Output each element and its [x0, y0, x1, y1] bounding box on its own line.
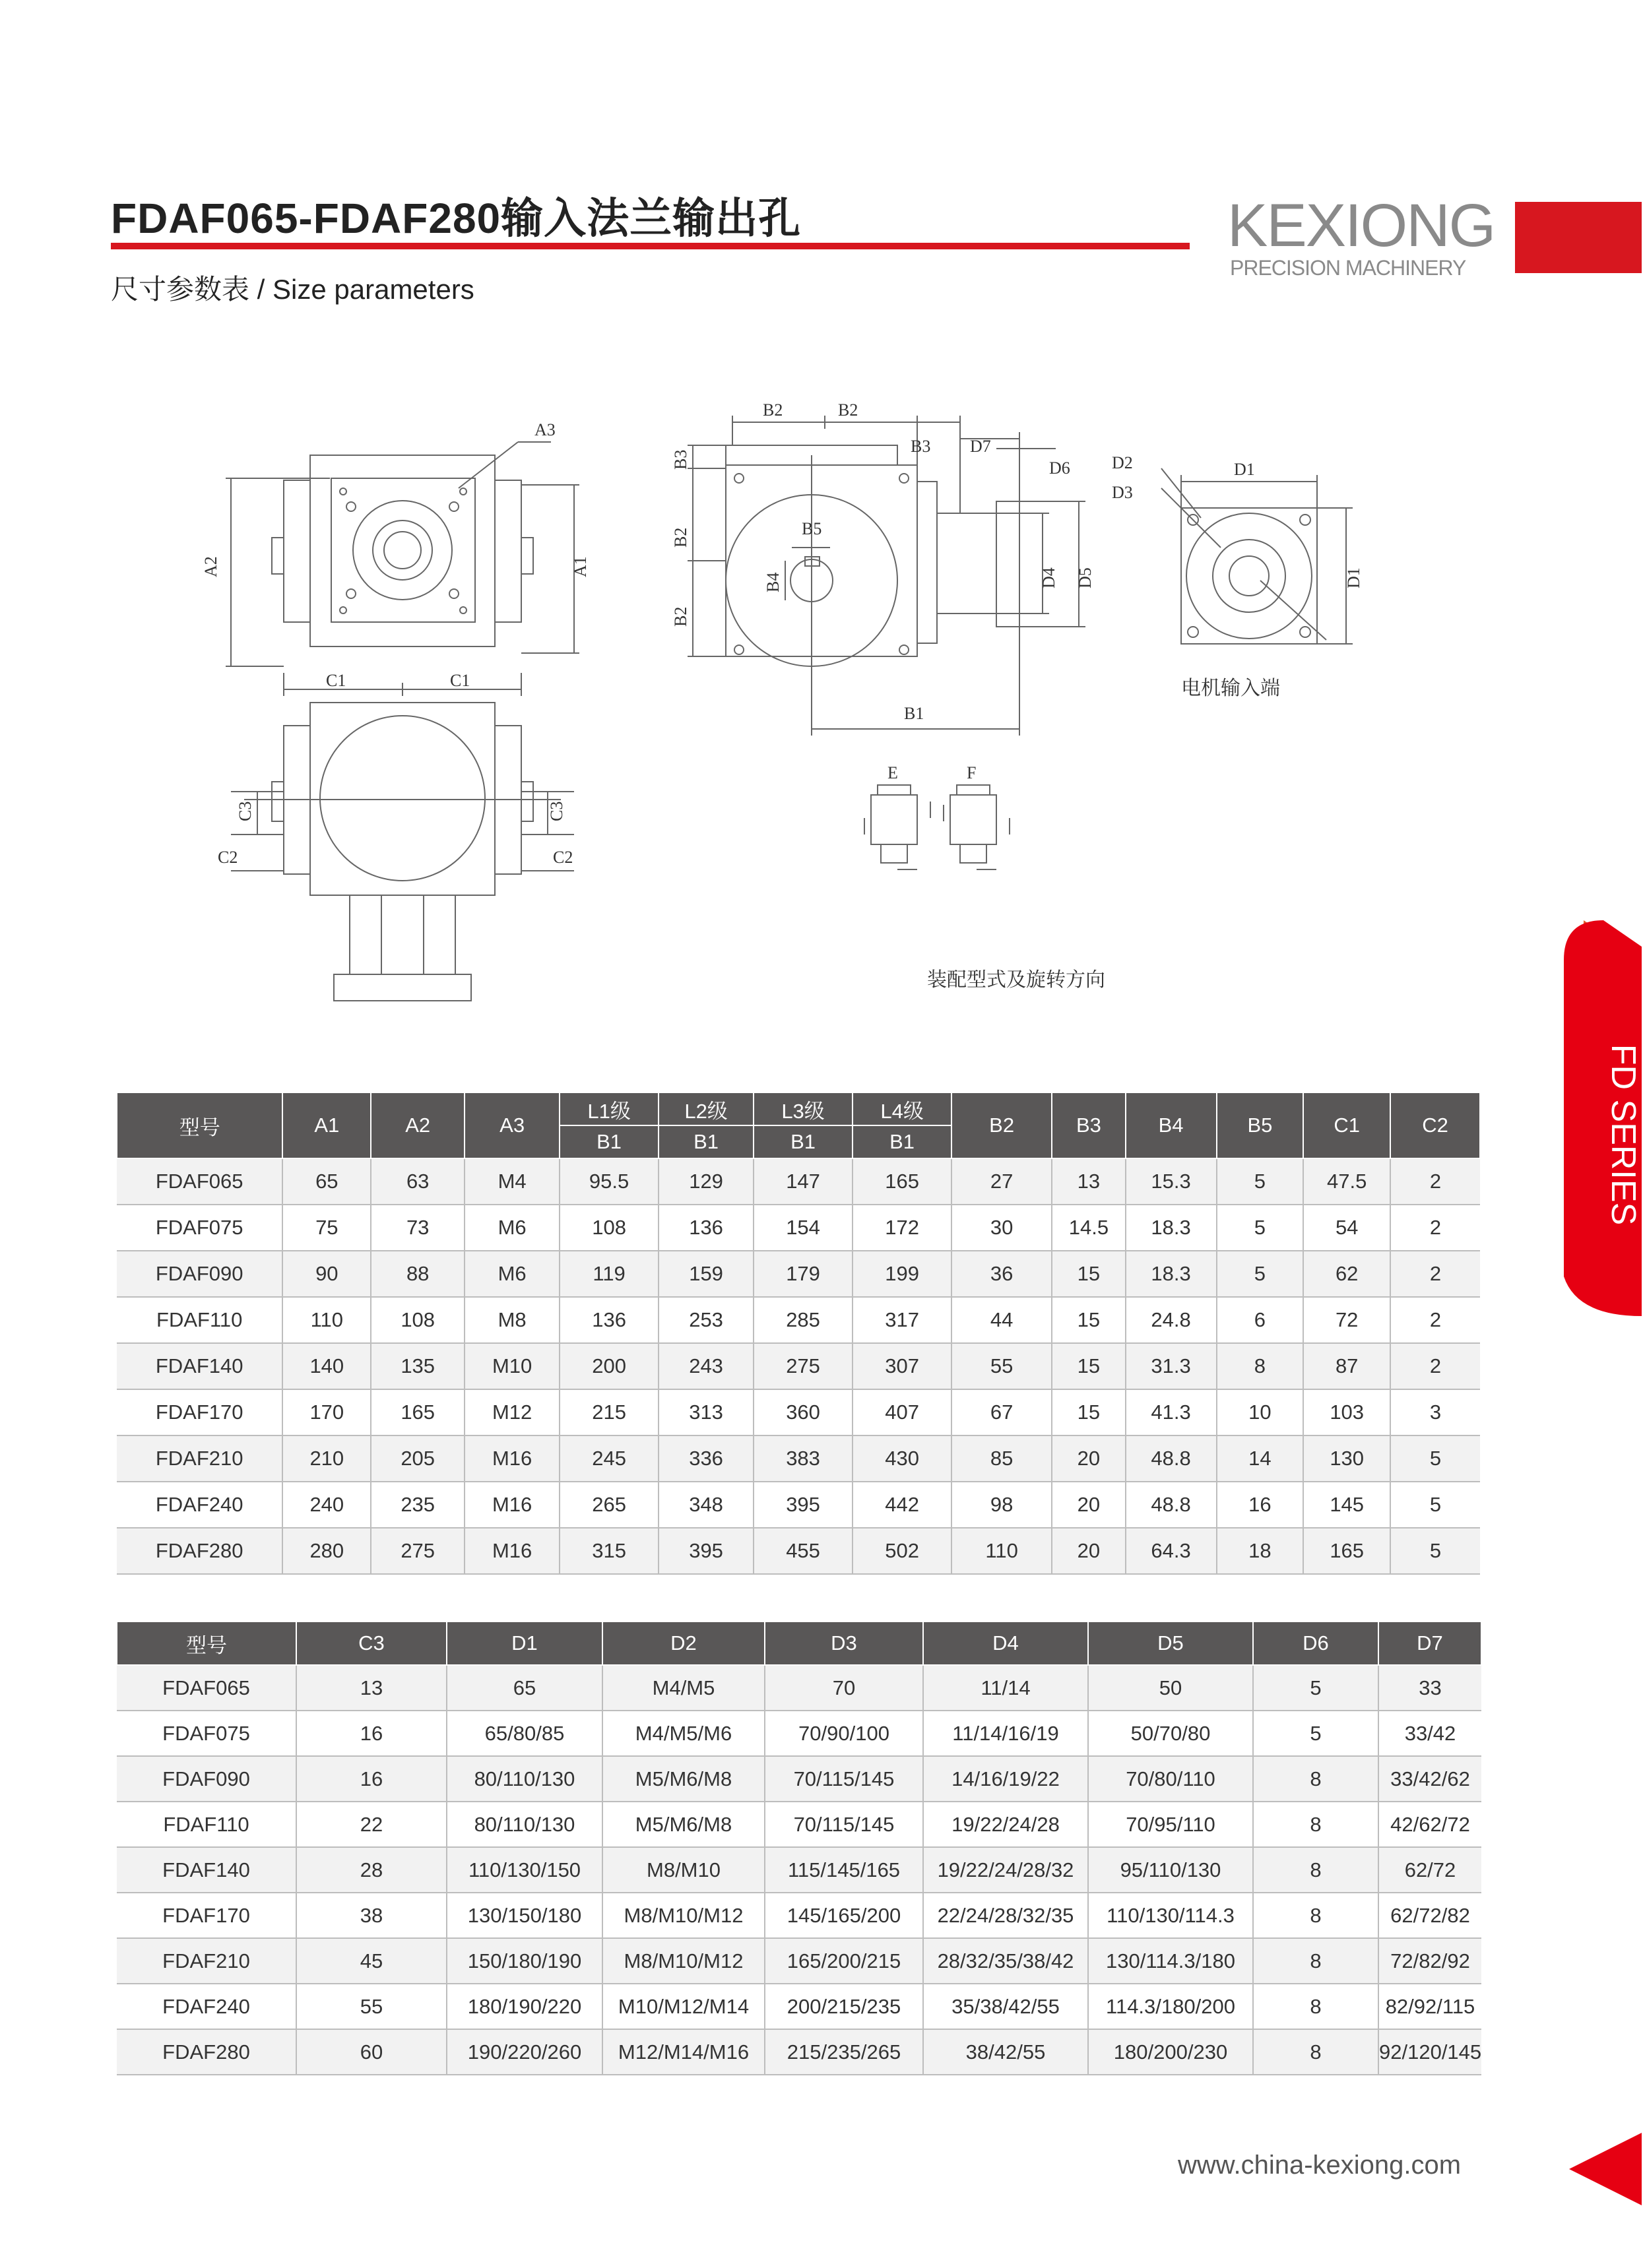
t1-cell: 2	[1390, 1297, 1480, 1343]
t1-header-b3: B3	[1052, 1092, 1126, 1158]
t1-cell-model: FDAF280	[117, 1528, 282, 1574]
t1-cell: 336	[659, 1435, 754, 1482]
t1-cell: 24.8	[1126, 1297, 1217, 1343]
fd-series-label: FD SERIES	[1604, 1044, 1642, 1226]
label-b2-top1: B2	[763, 400, 783, 420]
label-d2: D2	[1112, 453, 1133, 472]
t2-cell: 8	[1253, 1802, 1378, 1847]
label-d7: D7	[970, 437, 991, 456]
t1-cell: 235	[371, 1482, 465, 1528]
t2-cell: 95/110/130	[1088, 1847, 1253, 1893]
brand-red-block	[1515, 202, 1642, 273]
t1-cell: 20	[1052, 1435, 1126, 1482]
t2-header-d1: D1	[447, 1622, 602, 1665]
t1-header-a3: A3	[465, 1092, 560, 1158]
page-title: FDAF065-FDAF280输入法兰输出孔	[111, 195, 802, 242]
label-b4: B4	[763, 572, 783, 592]
t1-cell: 455	[754, 1528, 853, 1574]
t2-cell-model: FDAF280	[117, 2029, 296, 2075]
t2-cell: 115/145/165	[765, 1847, 923, 1893]
t1-cell: 5	[1217, 1205, 1304, 1251]
t1-cell: 313	[659, 1389, 754, 1435]
t1-cell: 243	[659, 1343, 754, 1389]
t1-cell: 199	[853, 1251, 951, 1297]
t2-cell: 11/14	[923, 1665, 1088, 1711]
t1-cell: 72	[1303, 1297, 1390, 1343]
t1-cell: 317	[853, 1297, 951, 1343]
t1-cell: 47.5	[1303, 1158, 1390, 1205]
t2-cell: 19/22/24/28	[923, 1802, 1088, 1847]
t1-cell-model: FDAF110	[117, 1297, 282, 1343]
t1-row	[117, 1389, 1480, 1435]
t2-row	[117, 1756, 1481, 1802]
t1-cell: 10	[1217, 1389, 1304, 1435]
t1-cell: 442	[853, 1482, 951, 1528]
t1-cell: 48.8	[1126, 1482, 1217, 1528]
t2-cell: 28/32/35/38/42	[923, 1938, 1088, 1984]
t1-cell: 108	[560, 1205, 659, 1251]
t1-cell: 275	[371, 1528, 465, 1574]
t1-cell: 5	[1217, 1251, 1304, 1297]
back-arrow-icon	[1569, 2133, 1642, 2205]
t2-row	[117, 1893, 1481, 1938]
label-c3-right: C3	[547, 801, 566, 821]
t2-cell: 8	[1253, 1756, 1378, 1802]
t1-cell: 18.3	[1126, 1251, 1217, 1297]
t2-cell-model: FDAF110	[117, 1802, 296, 1847]
t1-cell: 88	[371, 1251, 465, 1297]
label-b2-side2: B2	[671, 606, 690, 627]
t2-row	[117, 1984, 1481, 2029]
t1-cell: 280	[282, 1528, 371, 1574]
label-b2-side1: B2	[671, 527, 690, 548]
t2-cell: M10/M12/M14	[602, 1984, 765, 2029]
t1-cell: 20	[1052, 1482, 1126, 1528]
t1-row	[117, 1205, 1480, 1251]
t2-cell: 50	[1088, 1665, 1253, 1711]
t1-cell: M8	[465, 1297, 560, 1343]
brand-logo: KEXIONG	[1227, 192, 1495, 259]
label-d1-top: D1	[1234, 460, 1255, 479]
t1-cell: 165	[1303, 1528, 1390, 1574]
t1-cell: 110	[951, 1528, 1052, 1574]
t1-row	[117, 1528, 1480, 1574]
t2-row	[117, 1665, 1481, 1711]
t2-cell: 70/90/100	[765, 1711, 923, 1756]
label-c3-left: C3	[236, 801, 255, 821]
t1-cell: 67	[951, 1389, 1052, 1435]
t1-cell: 15	[1052, 1389, 1126, 1435]
t2-header-c3: C3	[296, 1622, 447, 1665]
t2-cell: 65	[447, 1665, 602, 1711]
t1-cell: 98	[951, 1482, 1052, 1528]
t1-cell: 2	[1390, 1158, 1480, 1205]
t2-cell: 38/42/55	[923, 2029, 1088, 2075]
t1-cell: 13	[1052, 1158, 1126, 1205]
t2-cell: 80/110/130	[447, 1756, 602, 1802]
t1-cell: M10	[465, 1343, 560, 1389]
t1-cell: 315	[560, 1528, 659, 1574]
t1-cell: 159	[659, 1251, 754, 1297]
t2-cell: 5	[1253, 1711, 1378, 1756]
t2-header-d6: D6	[1253, 1622, 1378, 1665]
t2-cell: 80/110/130	[447, 1802, 602, 1847]
t1-cell: 135	[371, 1343, 465, 1389]
t2-cell: 114.3/180/200	[1088, 1984, 1253, 2029]
t2-cell: 180/190/220	[447, 1984, 602, 2029]
t1-cell: 210	[282, 1435, 371, 1482]
t1-header-a1: A1	[282, 1092, 371, 1158]
t2-row	[117, 1938, 1481, 1984]
t1-cell: 348	[659, 1482, 754, 1528]
t2-cell-model: FDAF170	[117, 1893, 296, 1938]
t1-cell: 179	[754, 1251, 853, 1297]
t1-cell: 31.3	[1126, 1343, 1217, 1389]
t1-cell: 154	[754, 1205, 853, 1251]
t1-cell: 103	[1303, 1389, 1390, 1435]
t1-cell: 48.8	[1126, 1435, 1217, 1482]
t2-cell: 19/22/24/28/32	[923, 1847, 1088, 1893]
t2-cell-model: FDAF140	[117, 1847, 296, 1893]
t1-cell: 90	[282, 1251, 371, 1297]
t1-cell: 85	[951, 1435, 1052, 1482]
t1-cell: 36	[951, 1251, 1052, 1297]
t1-cell: 5	[1390, 1528, 1480, 1574]
t1-header-b2: B2	[951, 1092, 1052, 1158]
t1-cell: M6	[465, 1205, 560, 1251]
label-c1-left: C1	[326, 671, 346, 690]
label-b2-top2: B2	[838, 400, 858, 420]
t1-subheader-b1: B1	[560, 1125, 659, 1158]
t1-cell: 205	[371, 1435, 465, 1482]
label-c2-right: C2	[553, 848, 573, 867]
t2-cell: 110/130/114.3	[1088, 1893, 1253, 1938]
t1-cell: 200	[560, 1343, 659, 1389]
t1-header-l2: L2级	[659, 1092, 754, 1125]
t1-cell: 172	[853, 1205, 951, 1251]
t2-cell: 11/14/16/19	[923, 1711, 1088, 1756]
t1-cell: 44	[951, 1297, 1052, 1343]
label-a1: A1	[571, 556, 590, 577]
t2-cell: 13	[296, 1665, 447, 1711]
t2-cell: 70	[765, 1665, 923, 1711]
t2-row	[117, 1802, 1481, 1847]
t1-cell: 15	[1052, 1297, 1126, 1343]
t2-cell: 145/165/200	[765, 1893, 923, 1938]
label-d1-side: D1	[1344, 567, 1363, 588]
label-d6: D6	[1049, 458, 1070, 478]
t2-cell: 70/80/110	[1088, 1756, 1253, 1802]
t2-cell: 190/220/260	[447, 2029, 602, 2075]
label-b3-top: B3	[911, 437, 931, 456]
t1-cell: 14	[1217, 1435, 1304, 1482]
t2-cell: 28	[296, 1847, 447, 1893]
label-b5: B5	[802, 519, 822, 538]
t2-cell: M8/M10/M12	[602, 1938, 765, 1984]
t1-cell: M16	[465, 1435, 560, 1482]
t1-cell: 430	[853, 1435, 951, 1482]
t1-cell: M12	[465, 1389, 560, 1435]
t1-cell: 15	[1052, 1343, 1126, 1389]
t1-row	[117, 1435, 1480, 1482]
t1-cell: 2	[1390, 1251, 1480, 1297]
size-table-1	[116, 1092, 1481, 1575]
t1-cell: 55	[951, 1343, 1052, 1389]
t2-cell: 200/215/235	[765, 1984, 923, 2029]
t2-cell-model: FDAF240	[117, 1984, 296, 2029]
label-a2: A2	[201, 556, 220, 577]
t2-header-d4: D4	[923, 1622, 1088, 1665]
t1-cell: 73	[371, 1205, 465, 1251]
label-a3: A3	[534, 420, 556, 439]
t2-cell: 35/38/42/55	[923, 1984, 1088, 2029]
label-assembly-f: F	[967, 763, 977, 782]
t2-cell: 33/42	[1378, 1711, 1481, 1756]
label-b3-side: B3	[671, 449, 690, 470]
t1-subheader-b1: B1	[659, 1125, 754, 1158]
t1-row	[117, 1343, 1480, 1389]
t1-cell: 275	[754, 1343, 853, 1389]
t2-cell-model: FDAF090	[117, 1756, 296, 1802]
t1-cell: M16	[465, 1482, 560, 1528]
t2-cell: 8	[1253, 1938, 1378, 1984]
t1-cell-model: FDAF140	[117, 1343, 282, 1389]
t1-cell: 170	[282, 1389, 371, 1435]
t1-cell: 18.3	[1126, 1205, 1217, 1251]
t1-cell: 245	[560, 1435, 659, 1482]
t2-header-d3: D3	[765, 1622, 923, 1665]
t2-cell: 42/62/72	[1378, 1802, 1481, 1847]
t1-cell: 265	[560, 1482, 659, 1528]
t1-header-model: 型号	[117, 1092, 282, 1158]
t2-cell-model: FDAF075	[117, 1711, 296, 1756]
t1-cell: 165	[371, 1389, 465, 1435]
t1-cell: 130	[1303, 1435, 1390, 1482]
t1-cell: 87	[1303, 1343, 1390, 1389]
t2-cell: 70/95/110	[1088, 1802, 1253, 1847]
t1-subheader-b1: B1	[853, 1125, 951, 1158]
t1-cell: 119	[560, 1251, 659, 1297]
t1-cell-model: FDAF240	[117, 1482, 282, 1528]
t2-cell: 130/114.3/180	[1088, 1938, 1253, 1984]
t1-cell: 14.5	[1052, 1205, 1126, 1251]
t2-cell: 70/115/145	[765, 1802, 923, 1847]
t1-row	[117, 1482, 1480, 1528]
t1-cell: 215	[560, 1389, 659, 1435]
label-d4: D4	[1039, 567, 1058, 588]
t1-row	[117, 1251, 1480, 1297]
t1-cell: 2	[1390, 1343, 1480, 1389]
t1-cell-model: FDAF090	[117, 1251, 282, 1297]
t2-cell: 50/70/80	[1088, 1711, 1253, 1756]
t1-cell: 165	[853, 1158, 951, 1205]
t1-header-a2: A2	[371, 1092, 465, 1158]
t2-cell: 55	[296, 1984, 447, 2029]
t1-cell: M4	[465, 1158, 560, 1205]
label-d5: D5	[1076, 567, 1095, 588]
title-underline	[111, 243, 1190, 249]
t1-cell: 15.3	[1126, 1158, 1217, 1205]
t2-cell: 82/92/115	[1378, 1984, 1481, 2029]
t2-cell: 62/72	[1378, 1847, 1481, 1893]
t2-cell: 8	[1253, 1893, 1378, 1938]
t2-cell: M12/M14/M16	[602, 2029, 765, 2075]
t2-cell: 70/115/145	[765, 1756, 923, 1802]
t2-cell: 180/200/230	[1088, 2029, 1253, 2075]
t2-cell-model: FDAF210	[117, 1938, 296, 1984]
label-c1-right: C1	[450, 671, 470, 690]
t1-cell: M16	[465, 1528, 560, 1574]
t1-cell: 62	[1303, 1251, 1390, 1297]
t1-cell: 136	[560, 1297, 659, 1343]
t1-cell: 5	[1390, 1482, 1480, 1528]
t1-cell: 307	[853, 1343, 951, 1389]
t2-cell: M8/M10	[602, 1847, 765, 1893]
t1-cell: 41.3	[1126, 1389, 1217, 1435]
t2-cell: 65/80/85	[447, 1711, 602, 1756]
t1-cell: 18	[1217, 1528, 1304, 1574]
t2-cell: 92/120/145	[1378, 2029, 1481, 2075]
t2-cell: 45	[296, 1938, 447, 1984]
t1-cell: 16	[1217, 1482, 1304, 1528]
t2-cell: 215/235/265	[765, 2029, 923, 2075]
t1-cell: 129	[659, 1158, 754, 1205]
t1-header-l4: L4级	[853, 1092, 951, 1125]
t2-cell: 33	[1378, 1665, 1481, 1711]
t1-cell: 140	[282, 1343, 371, 1389]
page-subtitle: 尺寸参数表 / Size parameters	[111, 274, 474, 305]
t1-cell: 5	[1217, 1158, 1304, 1205]
t2-header-d2: D2	[602, 1622, 765, 1665]
t1-header-l3: L3级	[754, 1092, 853, 1125]
t2-cell: 130/150/180	[447, 1893, 602, 1938]
t1-cell: 240	[282, 1482, 371, 1528]
t2-row	[117, 2029, 1481, 2075]
t2-header-d7: D7	[1378, 1622, 1481, 1665]
t1-cell: 5	[1390, 1435, 1480, 1482]
label-b1: B1	[904, 704, 924, 723]
t1-cell: 253	[659, 1297, 754, 1343]
t1-cell: 383	[754, 1435, 853, 1482]
t1-header-b4: B4	[1126, 1092, 1217, 1158]
t2-cell: 150/180/190	[447, 1938, 602, 1984]
t1-cell: 108	[371, 1297, 465, 1343]
t1-row	[117, 1297, 1480, 1343]
t2-cell: 8	[1253, 2029, 1378, 2075]
t1-subheader-b1: B1	[754, 1125, 853, 1158]
t2-cell-model: FDAF065	[117, 1665, 296, 1711]
t1-header-c2: C2	[1390, 1092, 1480, 1158]
t2-row	[117, 1711, 1481, 1756]
t1-cell: 2	[1390, 1205, 1480, 1251]
t1-cell-model: FDAF075	[117, 1205, 282, 1251]
t1-cell: 64.3	[1126, 1528, 1217, 1574]
t1-cell: M6	[465, 1251, 560, 1297]
view1-body	[310, 455, 495, 646]
brand-tagline: PRECISION MACHINERY	[1230, 256, 1466, 280]
t1-cell: 147	[754, 1158, 853, 1205]
t2-cell: 8	[1253, 1984, 1378, 2029]
t1-cell: 8	[1217, 1343, 1304, 1389]
t2-cell: 22/24/28/32/35	[923, 1893, 1088, 1938]
t2-cell: 8	[1253, 1847, 1378, 1893]
t2-cell: M8/M10/M12	[602, 1893, 765, 1938]
t1-cell: 30	[951, 1205, 1052, 1251]
t1-cell: 502	[853, 1528, 951, 1574]
view3-body	[726, 465, 917, 656]
t1-cell: 407	[853, 1389, 951, 1435]
t1-row	[117, 1158, 1480, 1205]
assembly-caption: 装配型式及旋转方向	[927, 969, 1105, 991]
t2-header-d5: D5	[1088, 1622, 1253, 1665]
motor-input-caption: 电机输入端	[1181, 677, 1280, 699]
t1-cell: 20	[1052, 1528, 1126, 1574]
t2-cell: 16	[296, 1711, 447, 1756]
t1-cell: 395	[754, 1482, 853, 1528]
t2-row	[117, 1847, 1481, 1893]
t2-cell: M5/M6/M8	[602, 1756, 765, 1802]
t1-cell-model: FDAF210	[117, 1435, 282, 1482]
size-table-2	[116, 1621, 1482, 2075]
t2-cell: 5	[1253, 1665, 1378, 1711]
t1-cell: 6	[1217, 1297, 1304, 1343]
t2-cell: 16	[296, 1756, 447, 1802]
t2-cell: M4/M5	[602, 1665, 765, 1711]
t2-cell: 22	[296, 1802, 447, 1847]
t1-cell: 65	[282, 1158, 371, 1205]
t1-cell: 3	[1390, 1389, 1480, 1435]
t2-cell: 60	[296, 2029, 447, 2075]
label-assembly-e: E	[887, 763, 898, 782]
t1-cell: 15	[1052, 1251, 1126, 1297]
footer-website-link[interactable]: www.china-kexiong.com	[1178, 2151, 1462, 2180]
t2-cell: M4/M5/M6	[602, 1711, 765, 1756]
t2-cell: 62/72/82	[1378, 1893, 1481, 1938]
t1-header-l1: L1级	[560, 1092, 659, 1125]
label-d3: D3	[1112, 483, 1133, 502]
t1-cell: 395	[659, 1528, 754, 1574]
label-c2-left: C2	[218, 848, 238, 867]
t2-cell: 33/42/62	[1378, 1756, 1481, 1802]
t1-cell: 63	[371, 1158, 465, 1205]
t1-cell: 145	[1303, 1482, 1390, 1528]
t1-cell: 285	[754, 1297, 853, 1343]
t1-cell: 110	[282, 1297, 371, 1343]
t1-cell-model: FDAF170	[117, 1389, 282, 1435]
t1-cell: 95.5	[560, 1158, 659, 1205]
t1-header-c1: C1	[1303, 1092, 1390, 1158]
t1-cell-model: FDAF065	[117, 1158, 282, 1205]
t2-cell: 38	[296, 1893, 447, 1938]
t2-cell: M5/M6/M8	[602, 1802, 765, 1847]
t1-cell: 75	[282, 1205, 371, 1251]
t1-cell: 136	[659, 1205, 754, 1251]
t2-cell: 14/16/19/22	[923, 1756, 1088, 1802]
t1-cell: 360	[754, 1389, 853, 1435]
t1-cell: 27	[951, 1158, 1052, 1205]
t1-header-b5: B5	[1217, 1092, 1304, 1158]
t2-cell: 110/130/150	[447, 1847, 602, 1893]
t2-cell: 72/82/92	[1378, 1938, 1481, 1984]
t2-cell: 165/200/215	[765, 1938, 923, 1984]
t2-header-model: 型号	[117, 1622, 296, 1665]
t1-cell: 54	[1303, 1205, 1390, 1251]
